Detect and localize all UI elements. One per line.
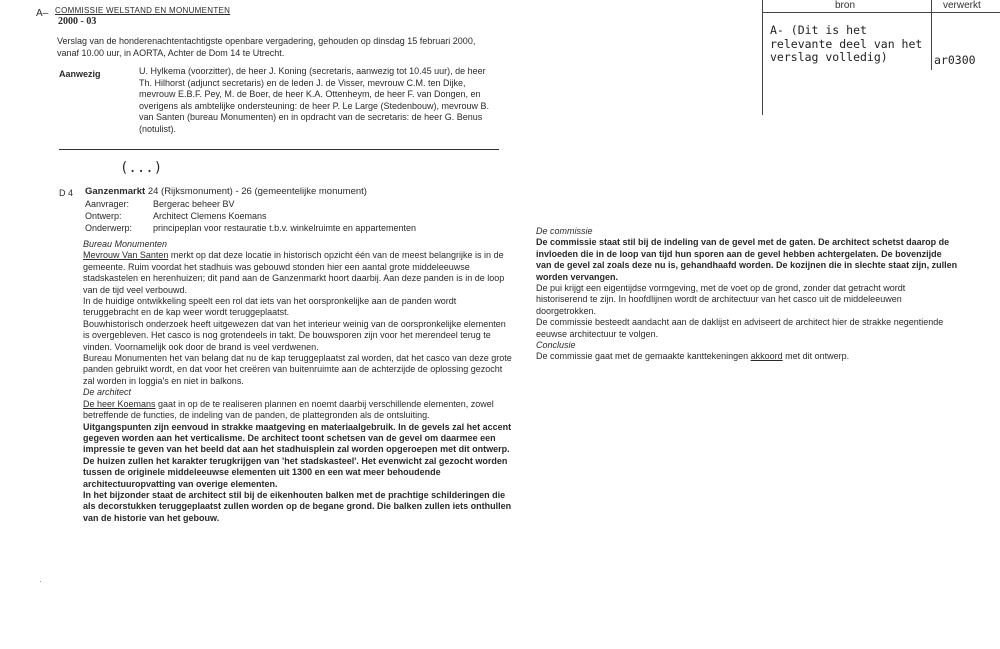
item-number: D 4 bbox=[59, 188, 74, 198]
paragraph-2: In de huidige ontwikkeling speelt een rol dat iets van het oorspronkelijke aan de panden wordt teruggebracht en de kap weer wordt teruggeplaatst. bbox=[83, 296, 457, 318]
heading-conclusie: Conclusie bbox=[536, 340, 576, 351]
column-header-verwerkt: verwerkt bbox=[943, 0, 981, 11]
meta-label-design: Ontwerp: bbox=[85, 211, 122, 221]
paragraph-1-text: merkt op dat deze locatie in historisch opzicht één van de meest belangrijke is in de gemeente. Ruim voordat het stadhuis was gebouwd stonden hier een aantal grote middeleeuwse stadskastelen en herenhuizen; dit pand aan de Ganzenmarkt hoort daarbij. Aan deze panden is in de loop van de tijd veel verbouwd. bbox=[83, 250, 505, 295]
paragraph-4: Bureau Monumenten het van belang dat nu de kap teruggeplaatst zal worden, dat het casco van deze grote panden gebruikt wordt, en dat voor het creëren van buitenruimte aan de achterzijde de oplossing gezocht zal worden in loggia's en niet in balkons. bbox=[83, 353, 512, 386]
right-column bbox=[536, 226, 958, 363]
table-header-rule bbox=[762, 12, 1000, 13]
conclusion-post: met dit ontwerp. bbox=[782, 351, 850, 362]
heading-architect: De architect bbox=[83, 387, 132, 398]
organization-name: COMMISSIE WELSTAND EN MONUMENTEN bbox=[55, 6, 231, 15]
table-border-left bbox=[762, 0, 763, 115]
table-border-middle bbox=[931, 0, 932, 70]
heading-commissie: De commissie bbox=[536, 226, 593, 236]
speaker-van-santen: Mevrouw Van Santen bbox=[83, 250, 169, 261]
commissie-paragraph-2: De pui krijgt een eigentijdse vormgeving, met de voet op de grond, zonder dat getracht wordt historiserend te zijn. In hoofdlijnen wordt de architectuur van het casco uit de middeleeuwen doorgetrokken. bbox=[536, 283, 906, 316]
conclusion-pre: De commissie gaat met de gemaakte kanttekeningen bbox=[536, 351, 751, 362]
margin-mark: · bbox=[39, 577, 42, 586]
archive-code: ar0300 bbox=[934, 53, 976, 67]
column-header-bron: bron bbox=[835, 0, 856, 11]
commissie-paragraph-1: De commissie staat stil bij de indeling van de gevel met de gaten. De architect schetst daarop de invloeden die in de loop van tijd hun sporen aan de gevel hebben achtergelaten. De bovenzijde van de gevel zal zoals deze nu is, gehandhaafd worden. De kozijnen die in slechte staat zijn, zullen worden vervangen. bbox=[536, 237, 958, 282]
meta-value-design: Architect Clemens Koemans bbox=[153, 211, 267, 221]
conclusion-keyword: akkoord bbox=[750, 351, 783, 362]
paragraph-5-text: gaat in op de te realiseren plannen en noemt daarbij verschillende elementen, zowel betreffende de functies, de indeling van de panden, de plattegronden als de ontsluiting. bbox=[83, 398, 494, 421]
omission-mark: (...) bbox=[120, 160, 163, 176]
report-number: 2000 - 03 bbox=[58, 16, 97, 27]
meta-value-subject: principeplan voor restauratie t.b.v. winkelruimte en appartementen bbox=[153, 223, 416, 233]
speaker-koemans: De heer Koemans bbox=[83, 398, 156, 409]
paragraph-7: In het bijzonder staat de architect stil bij de eikenhouten balken met de prachtige schilderingen die als decorstukken teruggeplaatst zullen worden op de begane grond. Die balken zullen iets onthullen van de historie van het gebouw. bbox=[83, 489, 512, 523]
meta-label-applicant: Aanvrager: bbox=[85, 199, 130, 209]
paragraph-koemans bbox=[83, 399, 513, 422]
paragraph-6: Uitgangspunten zijn eenvoud in strakke maatgeving en materiaalgebruik. In de gevels zal het accent gegeven worden aan het verticalisme. De architect toont schetsen van de gevel om daarmee een impressie te geven van het beeld dat aan het stadhuisplein zal worden opgeroepen met dit ontwerp. De huizen zullen het karakter terugkrijgen van 'het stadskasteel'. Het evenwicht zal gezocht worden tussen de originele middeleeuwse elementen uit 1300 en een wat meer behoudende architectuuropvatting van overige elementen. bbox=[83, 421, 512, 489]
commissie-paragraph-3: De commissie besteedt aandacht aan de daklijst en adviseert de architect hier de strakke negentiende eeuwse architectuur te volgen. bbox=[536, 317, 944, 339]
item-title-rest: 24 (Rijksmonument) - 26 (gemeentelijke monument) bbox=[145, 186, 367, 197]
divider bbox=[59, 149, 499, 150]
attendance-text: U. Hylkema (voorzitter), de heer J. Koning (secretaris, aanwezig tot 10.45 uur), de heer Th. Hilhorst (adjunct secretaris) en de leden J. de Visser, mevrouw C.M. ten Dijke, mevrouw E.B.F. Pey, M. de Boer, de heer K.A. Ottenheym, de heer F. van Dongen, en overigens als ambtelijke ondersteuning: de heer P. Le Large (Stedenbouw), mevrouw B. van Santen (bureau Monumenten) en in opdracht van de secretaris: de heer G. Benus (notulist). bbox=[139, 66, 490, 134]
left-column bbox=[83, 239, 513, 524]
header-prefix: A– bbox=[36, 8, 49, 19]
item-title bbox=[85, 186, 367, 197]
intro-text: Verslag van de honderenachtentachtigste openbare vergadering, gehouden op dinsdag 15 februari 2000, vanaf 10.00 uur, in AORTA, Achter de Dom 14 te Utrecht. bbox=[57, 36, 476, 58]
source-note: A- (Dit is het relevante deel van het verslag volledig) bbox=[770, 23, 923, 64]
heading-bureau-monumenten: Bureau Monumenten bbox=[83, 239, 168, 249]
item-title-street: Ganzenmarkt bbox=[85, 186, 146, 197]
attendance-label: Aanwezig bbox=[59, 69, 101, 79]
meta-label-subject: Onderwerp: bbox=[85, 223, 133, 233]
paragraph-3: Bouwhistorisch onderzoek heeft uitgewezen dat van het interieur weinig van de oorspronkelijke elementen is overgebleven. Het casco is nog grotendeels in takt. De bouwsporen zijn voor het merendeel terug te vinden. Voornamelijk ook door de brand is veel verdwenen. bbox=[83, 318, 506, 352]
conclusion-text bbox=[536, 351, 958, 362]
meta-value-applicant: Bergerac beheer BV bbox=[153, 199, 235, 209]
paragraph-van-santen bbox=[83, 250, 513, 296]
